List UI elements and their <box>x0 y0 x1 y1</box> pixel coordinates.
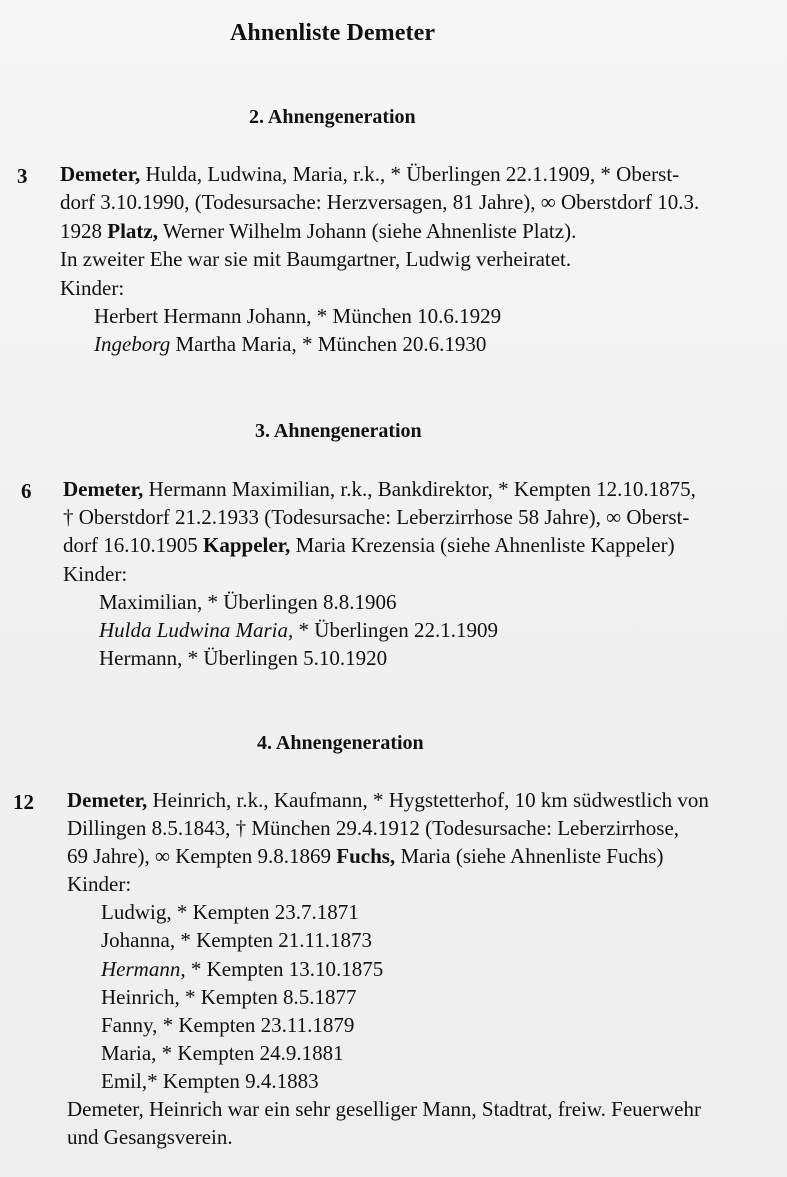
child-name: Hermann, <box>101 956 186 981</box>
child-name: Johanna, <box>101 928 176 953</box>
entry-6-line-3 <box>63 531 696 559</box>
generation-heading-4: 4. Ahnengeneration <box>257 732 424 754</box>
entry-3-line-3 <box>60 217 699 245</box>
generation-heading-2: 2. Ahnengeneration <box>249 106 416 128</box>
surname-demeter: Demeter, <box>67 788 148 812</box>
entry-6-line-3-prefix: dorf 16.10.1905 <box>63 533 203 558</box>
child-birth: * Überlingen 8.8.1906 <box>202 589 397 614</box>
entry-12-line-3 <box>67 842 709 870</box>
children-list <box>63 588 696 673</box>
surname-demeter: Demeter, <box>60 162 141 186</box>
entry-6 <box>63 475 696 672</box>
surname-fuchs: Fuchs, <box>336 844 396 869</box>
entry-6-line-3-text: Maria Krezensia (siehe Ahnenliste Kappeler) <box>290 533 675 558</box>
entry-3-line-3-text: Werner Wilhelm Johann (siehe Ahnenliste Platz). <box>157 218 577 243</box>
child-item <box>63 588 696 616</box>
entry-6-line-1 <box>63 475 696 503</box>
child-name: Heinrich, <box>101 984 180 1009</box>
child-name: Hermann, <box>99 646 183 671</box>
entry-12-line-3-text: Maria (siehe Ahnenliste Fuchs) <box>395 844 664 869</box>
entry-number-12: 12 <box>13 790 34 814</box>
children-list <box>60 302 699 359</box>
child-item <box>67 1067 709 1095</box>
child-birth: * Kempten 23.11.1879 <box>157 1012 355 1037</box>
child-birth: * Kempten 8.5.1877 <box>179 984 357 1009</box>
entry-3-line-1 <box>60 160 699 188</box>
child-item <box>67 983 709 1011</box>
child-item <box>63 616 696 644</box>
entry-3 <box>60 160 699 359</box>
entry-3-line-4: In zweiter Ehe war sie mit Baumgartner, Ludwig verheiratet. <box>60 247 572 272</box>
child-item <box>60 302 699 330</box>
child-name: Fanny, <box>101 1012 158 1037</box>
entry-6-line-1-text: Hermann Maximilian, r.k., Bankdirektor, * Kempten 12.10.1875, <box>143 477 696 501</box>
child-item <box>67 898 709 926</box>
child-birth: * München 10.6.1929 <box>311 304 502 329</box>
surname-kappeler: Kappeler, <box>203 533 291 558</box>
entry-12 <box>67 786 709 1151</box>
entry-3-line-3-prefix: 1928 <box>60 218 108 243</box>
children-list <box>67 898 709 1095</box>
page-title: Ahnenliste Demeter <box>230 20 436 46</box>
child-item <box>60 330 699 358</box>
child-item <box>63 644 696 672</box>
child-birth: * Kempten 9.4.1883 <box>147 1068 319 1093</box>
child-item <box>67 926 709 954</box>
child-birth: * Kempten 21.11.1873 <box>175 928 373 953</box>
child-birth: * Überlingen 5.10.1920 <box>182 646 388 671</box>
child-name: Herbert Hermann Johann, <box>94 304 312 329</box>
entry-3-line-1-text: Hulda, Ludwina, Maria, r.k., * Überlingen 22.1.1909, * Oberst- <box>140 162 680 186</box>
child-birth: * Überlingen 22.1.1909 <box>293 618 499 643</box>
child-birth: * Kempten 13.10.1875 <box>185 956 384 981</box>
entry-12-line-3-prefix: 69 Jahre), ∞ Kempten 9.8.1869 <box>67 844 337 869</box>
entry-3-line-2: dorf 3.10.1990, (Todesursache: Herzversagen, 81 Jahre), ∞ Oberstdorf 10.3. <box>60 190 700 215</box>
child-birth: * Kempten 23.7.1871 <box>171 900 359 925</box>
child-name: Ludwig, <box>101 900 172 925</box>
child-name: Emil, <box>101 1068 148 1093</box>
child-item <box>67 1011 709 1039</box>
entry-6-line-2: † Oberstdorf 21.2.1933 (Todesursache: Leberzirrhose 58 Jahre), ∞ Oberst- <box>63 505 690 530</box>
entry-number-6: 6 <box>21 479 32 503</box>
generation-heading-3: 3. Ahnengeneration <box>255 420 422 442</box>
child-name: Ingeborg <box>94 332 171 357</box>
child-name: Maximilian, <box>99 589 203 614</box>
kinder-label: Kinder: <box>67 872 132 897</box>
footer-note-line-2: und Gesangsverein. <box>67 1125 233 1150</box>
entry-12-line-1 <box>67 786 709 814</box>
footer-note-line-1: Demeter, Heinrich war ein sehr geselliger Mann, Stadtrat, freiw. Feuerwehr <box>67 1097 701 1122</box>
child-birth: Martha Maria, * München 20.6.1930 <box>170 332 487 357</box>
surname-platz: Platz, <box>107 218 158 243</box>
kinder-label: Kinder: <box>60 275 125 300</box>
kinder-label: Kinder: <box>63 561 128 586</box>
child-birth: * Kempten 24.9.1881 <box>156 1040 344 1065</box>
entry-number-3: 3 <box>17 164 28 188</box>
child-item <box>67 1039 709 1067</box>
entry-12-line-1-text: Heinrich, r.k., Kaufmann, * Hygstetterhof, 10 km südwestlich von <box>147 788 709 812</box>
child-name: Maria, <box>101 1040 157 1065</box>
entry-12-line-2: Dillingen 8.5.1843, † München 29.4.1912 (Todesursache: Leberzirrhose, <box>67 816 680 841</box>
child-name: Hulda Ludwina Maria, <box>99 618 294 643</box>
child-item <box>67 955 709 983</box>
surname-demeter: Demeter, <box>63 477 144 501</box>
